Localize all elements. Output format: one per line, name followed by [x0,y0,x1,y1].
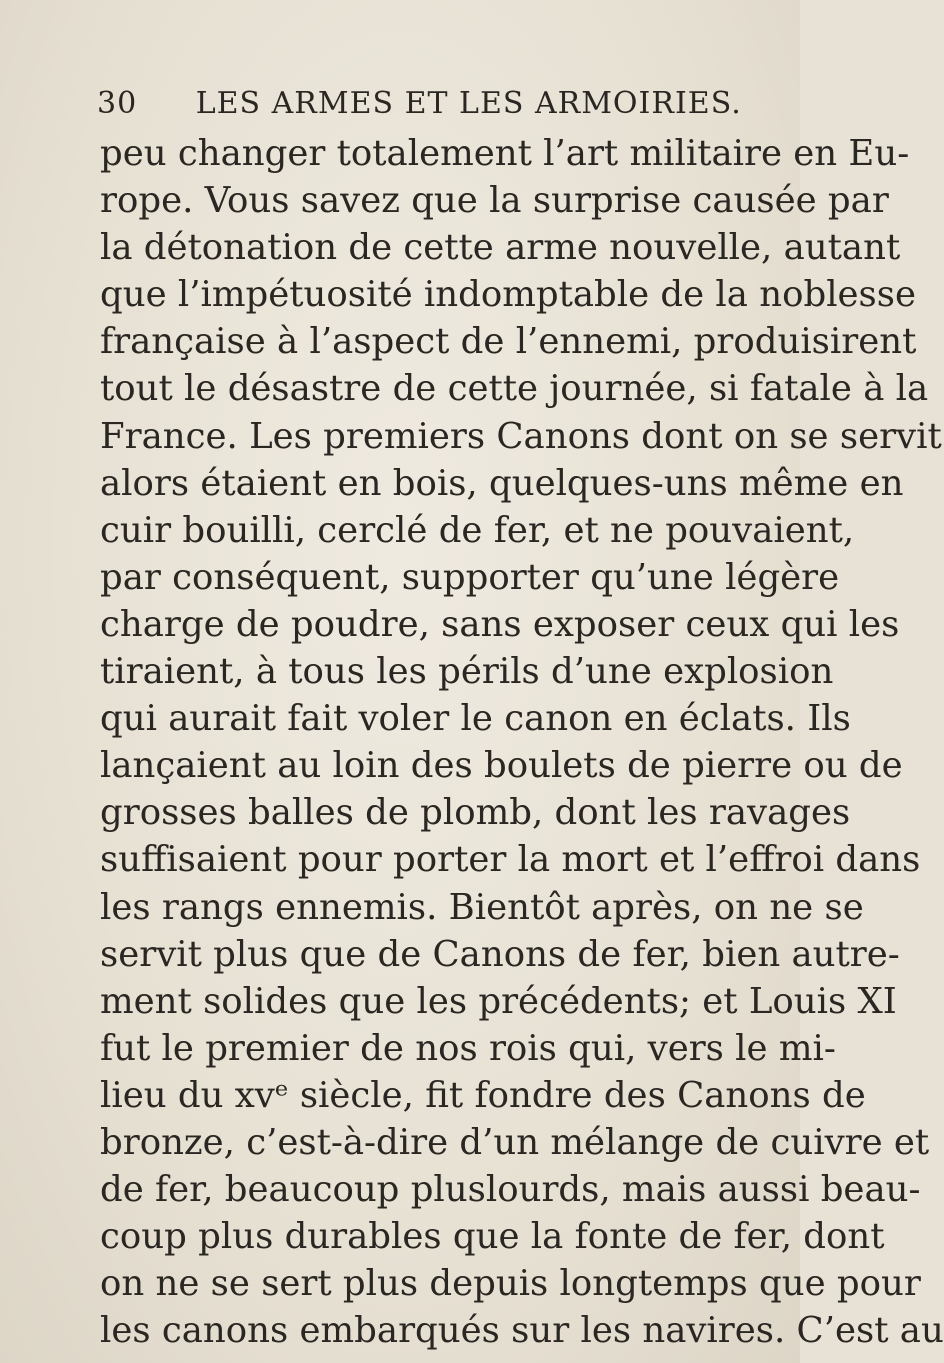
text-line: peu changer totalement l’art militaire en Eu- [100,133,910,174]
text-line: cuir bouilli, cerclé de fer, et ne pouvaient, [100,509,855,551]
text-line: par conséquent, supporter qu’une légère [100,556,840,598]
page-header [97,84,742,124]
text-line: rope. Vous savez que la surprise causée par [100,180,889,222]
page-number: 30 [97,86,138,121]
text-line: ment solides que les précédents; et Louis XI [100,980,897,1022]
text-line: France. Les premiers Canons dont on se servit [100,415,942,457]
body-text [100,130,944,1354]
text-line: qui aurait fait voler le canon en éclats. Ils [100,698,851,740]
text-line: bronze, c’est-à-dire d’un mélange de cuivre et [100,1121,930,1163]
text-line: alors étaient en bois, quelques-uns même en [100,462,904,504]
text-line: française à l’aspect de l’ennemi, produisirent [100,321,917,363]
text-line: fut le premier de nos rois qui, vers le mi- [100,1027,836,1069]
text-line: de fer, beaucoup pluslourds, mais aussi beau- [100,1169,921,1211]
text-line: charge de poudre, sans exposer ceux qui les [100,603,900,645]
text-line: on ne se sert plus depuis longtemps que pour [100,1263,921,1305]
running-title: LES ARMES ET LES ARMOIRIES. [195,86,742,121]
text-line: les rangs ennemis. Bientôt après, on ne se [100,886,864,928]
text-line: lieu du xvᵉ siècle, fit fondre des Canons de [100,1074,866,1116]
text-line: coup plus durables que la fonte de fer, dont [100,1216,885,1258]
text-line: que l’impétuosité indomptable de la noblesse [100,274,916,316]
text-line: tiraient, à tous les périls d’une explosion [100,651,834,693]
text-line: la détonation de cette arme nouvelle, autant [100,227,901,269]
text-line: les canons embarqués sur les navires. C’est au [100,1310,944,1352]
text-line: servit plus que de Canons de fer, bien autre- [100,933,900,975]
text-line: grosses balles de plomb, dont les ravages [100,792,851,834]
text-line: suffisaient pour porter la mort et l’effroi dans [100,839,921,881]
text-line: tout le désastre de cette journée, si fatale à la [100,368,929,410]
text-line: lançaient au loin des boulets de pierre ou de [100,745,903,787]
